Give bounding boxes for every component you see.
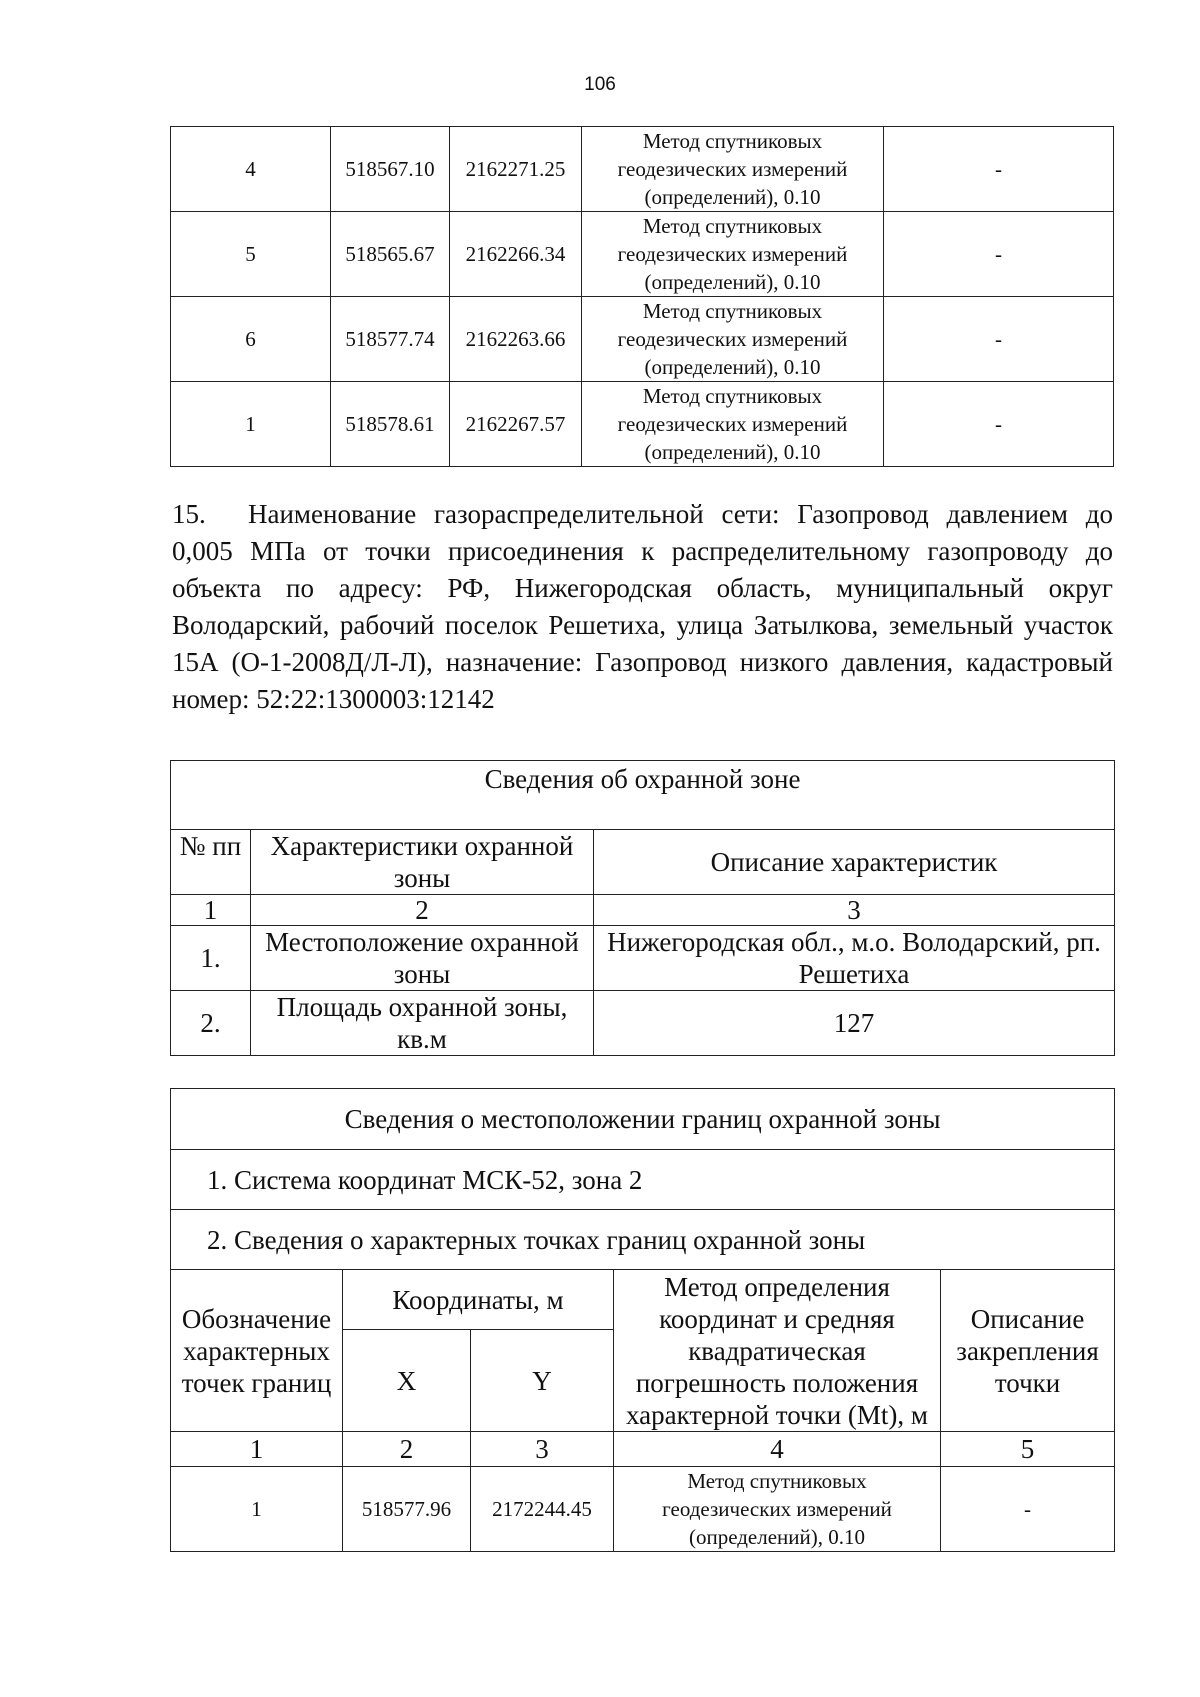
x-header: X — [343, 1330, 471, 1432]
points-subtitle: 2. Сведения о характерных точках границ охранной зоны — [171, 1210, 1115, 1270]
col-characteristics-header: Характеристики охранной зоны — [251, 830, 594, 895]
zone-table-title: Сведения об охранной зоне — [171, 761, 1115, 830]
row-value: Нижегородская обл., м.о. Володарский, рп. Решетиха — [594, 926, 1115, 991]
table-row — [171, 297, 1114, 382]
coordinates-header: Координаты, м — [343, 1270, 614, 1330]
method-line: (определений), 0.10 — [688, 1525, 866, 1549]
coordinates-table-continued — [170, 126, 1114, 467]
row-value: 127 — [594, 991, 1115, 1056]
row-name: Площадь охранной зоны, кв.м — [251, 991, 594, 1056]
point-id: 5 — [171, 212, 331, 297]
fixing-description: - — [884, 212, 1114, 297]
method-line: (определений), 0.10 — [644, 440, 821, 464]
method-line: геодезических измерений — [662, 1497, 892, 1521]
method-line: геодезических измерений — [617, 157, 848, 181]
method-cell — [582, 212, 884, 297]
point-id: 1 — [171, 382, 331, 467]
method-line: геодезических измерений — [617, 242, 848, 266]
coord-x: 518565.67 — [331, 212, 450, 297]
row-name: Местоположение охранной зоны — [251, 926, 594, 991]
bounds-table-title: Сведения о местоположении границ охранной зоны — [171, 1089, 1115, 1150]
method-line: (определений), 0.10 — [644, 270, 821, 294]
col-num: 3 — [594, 895, 1115, 926]
method-cell — [582, 382, 884, 467]
col-description-header: Описание характеристик — [594, 830, 1115, 895]
method-line: Метод спутниковых — [642, 299, 823, 323]
method-line: (определений), 0.10 — [644, 185, 821, 209]
section-15-paragraph — [172, 496, 1113, 718]
method-cell — [614, 1467, 941, 1552]
fixing-description: - — [884, 297, 1114, 382]
col-num: 1 — [171, 895, 251, 926]
coord-y: 2162263.66 — [450, 297, 582, 382]
row-number: 1. — [171, 926, 251, 991]
coord-x: 518577.74 — [331, 297, 450, 382]
col-num: 5 — [941, 1432, 1115, 1467]
point-id: 6 — [171, 297, 331, 382]
coord-y: 2162266.34 — [450, 212, 582, 297]
coord-y: 2162271.25 — [450, 127, 582, 212]
coord-x: 518567.10 — [331, 127, 450, 212]
designation-header: Обозначение характерных точек границ — [171, 1270, 343, 1432]
method-line: Метод спутниковых — [642, 384, 823, 408]
zone-boundaries-table — [170, 1088, 1115, 1552]
method-line: Метод спутниковых — [642, 129, 823, 153]
method-header: Метод определения координат и средняя квадратическая погрешность положения характерной точки (Mt), м — [614, 1270, 941, 1432]
coord-y: 2162267.57 — [450, 382, 582, 467]
method-cell — [582, 297, 884, 382]
col-num: 2 — [251, 895, 594, 926]
row-number: 2. — [171, 991, 251, 1056]
table-row — [171, 212, 1114, 297]
point-id: 1 — [171, 1467, 343, 1552]
table-row — [171, 382, 1114, 467]
fixing-description-header: Описание закрепления точки — [941, 1270, 1115, 1432]
method-cell — [582, 127, 884, 212]
coord-y: 2172244.45 — [471, 1467, 614, 1552]
col-num: 3 — [471, 1432, 614, 1467]
section-text: Наименование газораспределительной сети: Газопровод давлением до 0,005 МПа от точки присоединения к распределительному газопроводу до объекта по адресу: РФ, Нижегородская область, муниципальный округ Володарский, рабочий поселок Решетиха, улица Затылкова, земельный участок 15А (О-1-2008Д/Л-Л), назначение: Газопровод низкого давления, кадастровый номер: 52:22:1300003:12142 — [172, 499, 1113, 714]
coord-x: 518578.61 — [331, 382, 450, 467]
section-number: 15. — [172, 499, 206, 529]
method-line: геодезических измерений — [617, 327, 848, 351]
y-header: Y — [471, 1330, 614, 1432]
page-number: 106 — [584, 74, 616, 95]
method-line: геодезических измерений — [617, 412, 848, 436]
col-num: 1 — [171, 1432, 343, 1467]
coordinate-system: 1. Система координат МСК-52, зона 2 — [171, 1150, 1115, 1210]
col-number-header: № пп — [171, 830, 251, 895]
method-line: Метод спутниковых — [687, 1469, 867, 1493]
table-row — [171, 127, 1114, 212]
fixing-description: - — [884, 127, 1114, 212]
col-num: 4 — [614, 1432, 941, 1467]
method-line: (определений), 0.10 — [644, 355, 821, 379]
fixing-description: - — [941, 1467, 1115, 1552]
method-line: Метод спутниковых — [642, 214, 823, 238]
fixing-description: - — [884, 382, 1114, 467]
point-id: 4 — [171, 127, 331, 212]
coord-x: 518577.96 — [343, 1467, 471, 1552]
col-num: 2 — [343, 1432, 471, 1467]
protection-zone-info-table — [170, 760, 1115, 1056]
